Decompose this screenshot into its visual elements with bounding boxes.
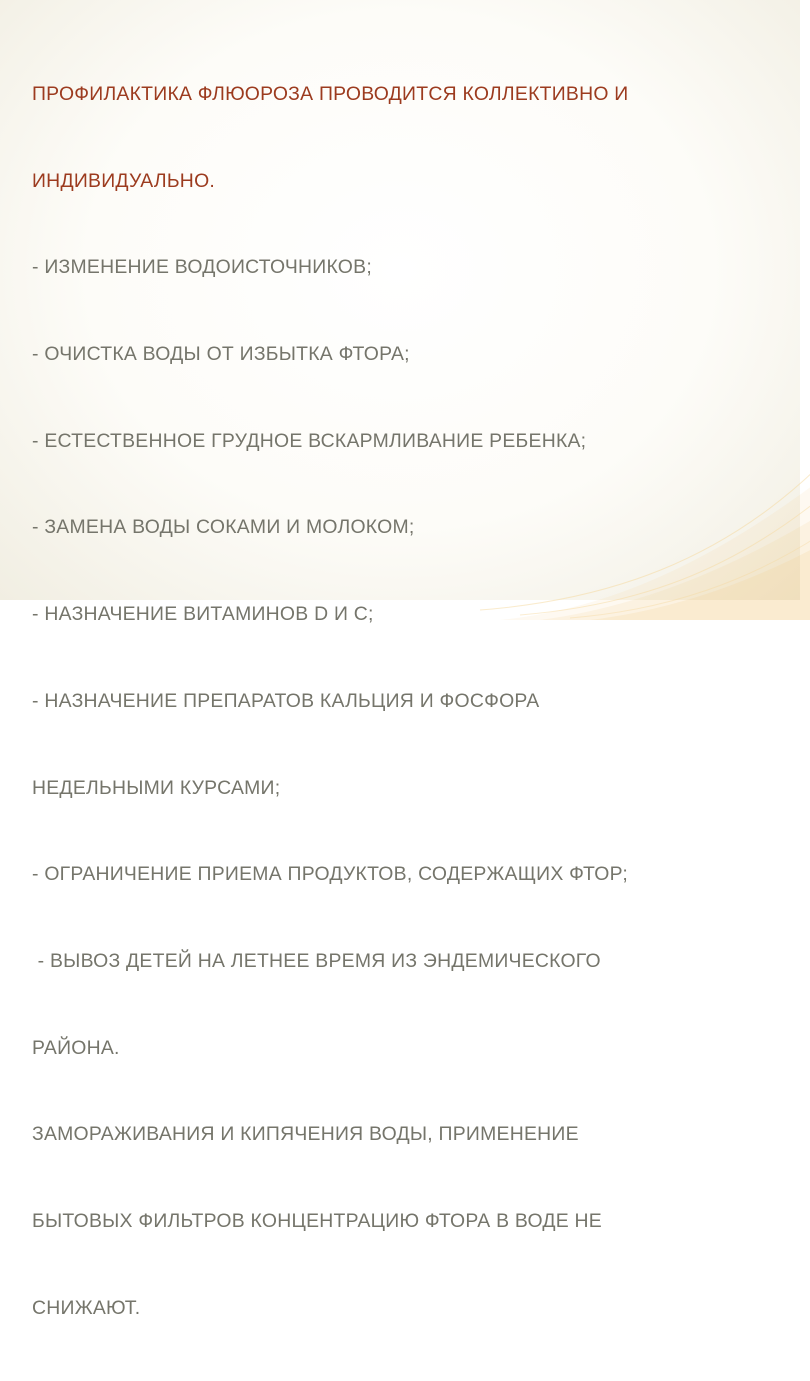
conclusion-line-2: БЫТОВЫХ ФИЛЬТРОВ КОНЦЕНТРАЦИЮ ФТОРА В ВОДЕ НЕ [32, 1210, 602, 1233]
intro-line-2: ИНДИВИДУАЛЬНО. [32, 169, 216, 192]
bullet-relocate-children-1: - ВЫВОЗ ДЕТЕЙ НА ЛЕТНЕЕ ВРЕМЯ ИЗ ЭНДЕМИЧЕСКОГО [32, 950, 601, 972]
bullet-purify-water: - ОЧИСТКА ВОДЫ ОТ ИЗБЫТКА ФТОРА; [32, 342, 410, 365]
bullet-relocate-children-2: РАЙОНА. [32, 1036, 120, 1059]
conclusion-line-3: СНИЖАЮТ. [32, 1296, 141, 1319]
bullet-vitamins: - НАЗНАЧЕНИЕ ВИТАМИНОВ D И C; [32, 603, 374, 626]
bullet-calcium-phosphorus-2: НЕДЕЛЬНЫМИ КУРСАМИ; [32, 776, 281, 799]
conclusion-line-1: ЗАМОРАЖИВАНИЯ И КИПЯЧЕНИЯ ВОДЫ, ПРИМЕНЕНИЕ [32, 1123, 579, 1146]
intro-line-1: ПРОФИЛАКТИКА ФЛЮОРОЗА ПРОВОДИТСЯ КОЛЛЕКТИВНО И [32, 82, 629, 105]
bullet-limit-fluoride-products: - ОГРАНИЧЕНИЕ ПРИЕМА ПРОДУКТОВ, СОДЕРЖАЩИХ ФТОР; [32, 863, 628, 886]
bullet-change-water-sources: - ИЗМЕНЕНИЕ ВОДОИСТОЧНИКОВ; [32, 256, 372, 279]
bullet-replace-water: - ЗАМЕНА ВОДЫ СОКАМИ И МОЛОКОМ; [32, 516, 415, 539]
slide-body-text [32, 22, 777, 1381]
bullet-breastfeeding: - ЕСТЕСТВЕННОЕ ГРУДНОЕ ВСКАРМЛИВАНИЕ РЕБЕНКА; [32, 429, 587, 452]
bullet-calcium-phosphorus-1: - НАЗНАЧЕНИЕ ПРЕПАРАТОВ КАЛЬЦИЯ И ФОСФОРА [32, 689, 540, 712]
